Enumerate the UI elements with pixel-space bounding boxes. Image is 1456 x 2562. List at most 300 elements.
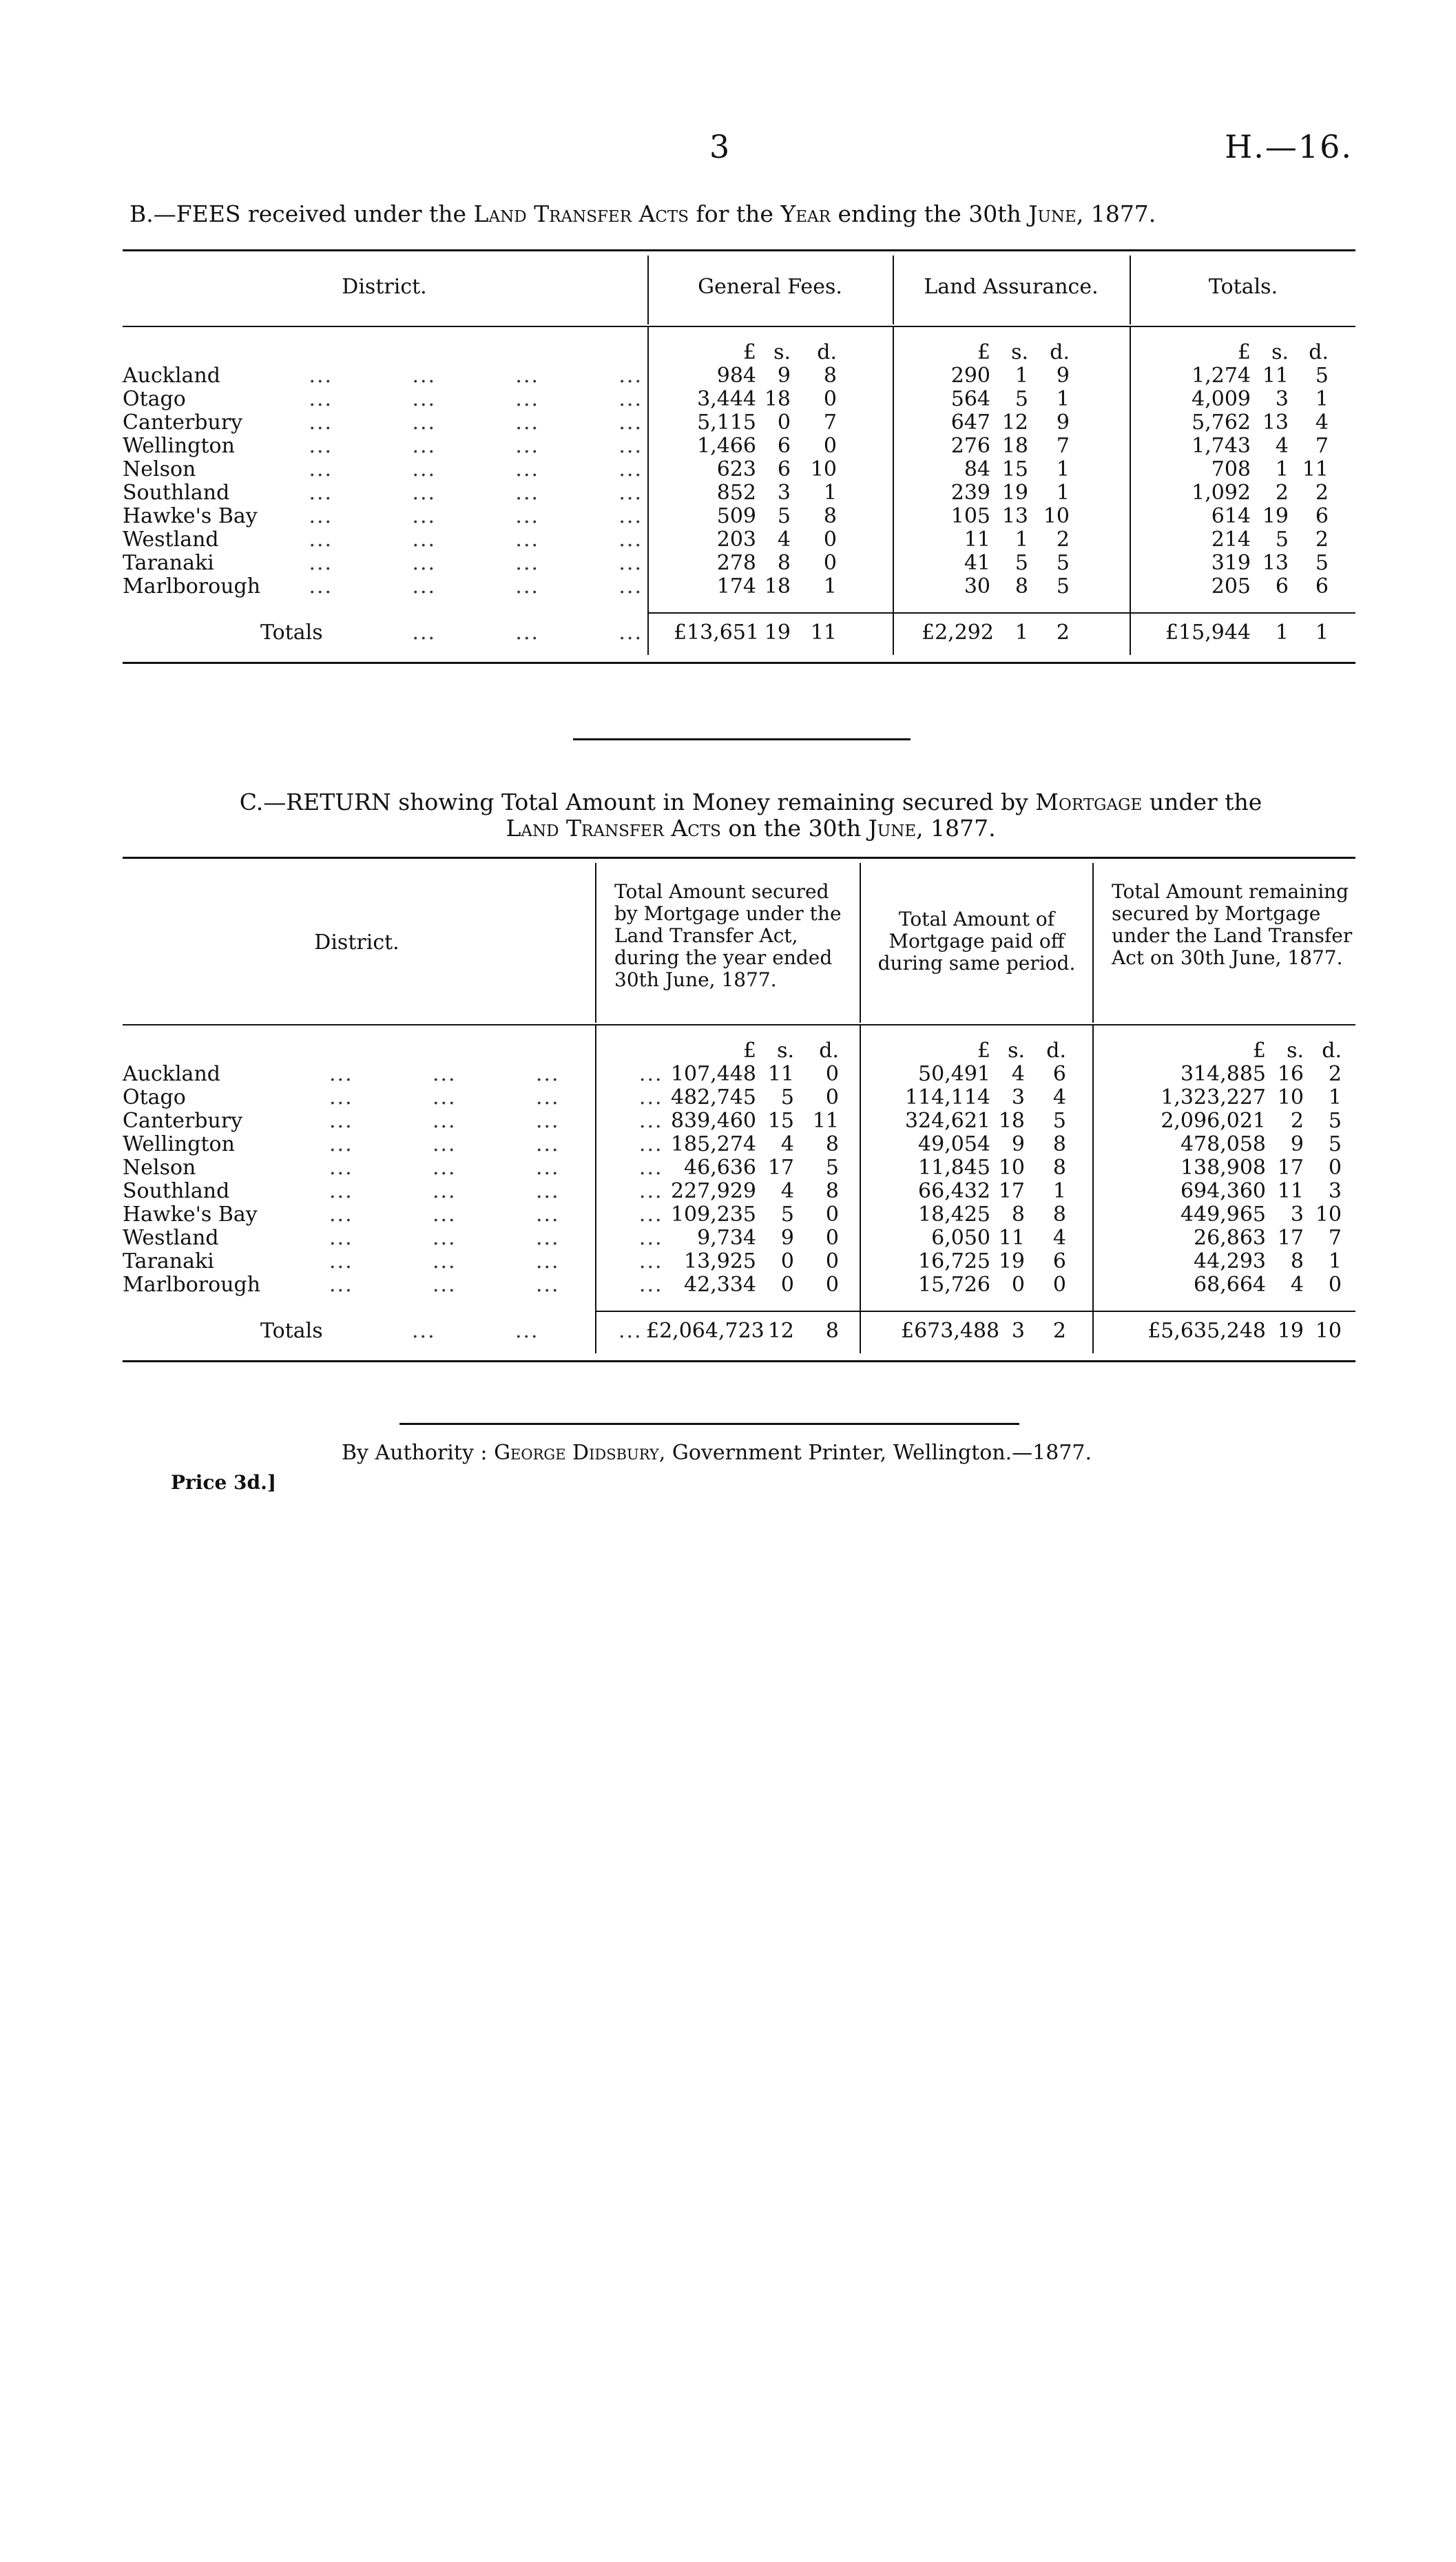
- unit-label: d.: [1309, 340, 1329, 364]
- amount-pence: 2: [1315, 528, 1329, 552]
- table-row: [123, 1273, 1355, 1297]
- leader-dots: ... ... ... ...: [329, 1062, 663, 1086]
- amount-pounds: 66,432: [918, 1179, 990, 1203]
- amount-shillings: 8: [1290, 1249, 1304, 1273]
- amount-pence: 8: [1052, 1132, 1066, 1156]
- table-row: [123, 388, 1355, 411]
- amount-pounds: 509: [716, 504, 756, 528]
- unit-label: £: [742, 340, 756, 364]
- district-name: Hawke's Bay: [123, 504, 258, 528]
- amount-pence: 5: [1315, 364, 1329, 388]
- total-amount: 2: [1052, 1319, 1066, 1343]
- amount-pounds: 319: [1211, 551, 1251, 575]
- table-row: [123, 1133, 1355, 1156]
- total-amount: £673,488: [901, 1319, 1000, 1343]
- table-row: [123, 528, 1355, 552]
- column-divider: [1130, 327, 1131, 655]
- amount-shillings: 19: [1001, 481, 1028, 505]
- amount-shillings: 17: [767, 1156, 794, 1180]
- amount-pence: 4: [1315, 410, 1329, 435]
- col-remaining: Total Amount remaining secured by Mortgage under the Land Transfer Act on 30th June, 1877.: [1112, 880, 1353, 969]
- amount-pounds: 13,925: [684, 1249, 756, 1273]
- leader-dots: ... ... ... ...: [309, 481, 643, 505]
- units-row: [123, 341, 1355, 364]
- district-name: Westland: [123, 528, 219, 552]
- amount-pence: 7: [1056, 434, 1070, 458]
- totals-label: Totals: [260, 1319, 323, 1343]
- amount-pounds: 314,885: [1180, 1062, 1266, 1086]
- amount-shillings: 11: [767, 1062, 794, 1086]
- leader-dots: ... ... ... ...: [309, 528, 643, 552]
- amount-shillings: 0: [1011, 1273, 1025, 1297]
- amount-pounds: 478,058: [1180, 1132, 1266, 1156]
- totals-label: Totals: [260, 621, 323, 645]
- amount-pounds: 107,448: [670, 1062, 756, 1086]
- amount-shillings: 9: [777, 364, 791, 388]
- totals-rule: [595, 1311, 1355, 1312]
- amount-pence: 6: [1315, 574, 1329, 598]
- amount-pence: 2: [1315, 481, 1329, 505]
- column-divider: [893, 327, 894, 655]
- total-amount: 12: [767, 1319, 794, 1343]
- amount-pounds: 239: [950, 481, 990, 505]
- amount-pence: 10: [810, 457, 837, 481]
- totals-row: [123, 618, 1355, 648]
- amount-pence: 4: [1052, 1085, 1066, 1110]
- amount-pounds: 5,762: [1192, 410, 1251, 435]
- amount-pence: 4: [1052, 1226, 1066, 1250]
- amount-pounds: 708: [1211, 457, 1251, 481]
- section-c-title: C.—RETURN showing Total Amount in Money remaining secured by Mortgage under the Land Transfer Acts on the 30th June, 1877.: [239, 789, 1262, 842]
- amount-pounds: 109,235: [670, 1202, 756, 1227]
- amount-shillings: 19: [998, 1249, 1025, 1273]
- amount-pence: 11: [1302, 457, 1329, 481]
- unit-label: s.: [777, 1039, 794, 1063]
- amount-pounds: 1,466: [697, 434, 756, 458]
- amount-pounds: 1,274: [1192, 364, 1251, 388]
- district-name: Southland: [123, 1179, 230, 1203]
- amount-pounds: 11,845: [918, 1156, 990, 1180]
- amount-pounds: 114,114: [904, 1085, 990, 1110]
- district-name: Nelson: [123, 457, 196, 481]
- amount-pounds: 9,734: [697, 1226, 756, 1250]
- district-name: Auckland: [123, 364, 220, 388]
- amount-pence: 1: [1315, 387, 1329, 411]
- amount-pounds: 26,863: [1194, 1226, 1266, 1250]
- amount-pence: 5: [1315, 551, 1329, 575]
- amount-pounds: 5,115: [697, 410, 756, 435]
- separator-rule: [573, 738, 911, 740]
- amount-pence: 1: [1056, 457, 1070, 481]
- mortgage-table-header: [123, 859, 1355, 1024]
- amount-shillings: 4: [1011, 1062, 1025, 1086]
- amount-shillings: 1: [1015, 364, 1028, 388]
- amount-pounds: 174: [716, 574, 756, 598]
- leader-dots: ... ... ... ...: [309, 504, 643, 528]
- amount-pounds: 68,664: [1194, 1273, 1266, 1297]
- amount-pence: 10: [1315, 1202, 1342, 1227]
- amount-shillings: 4: [780, 1179, 794, 1203]
- amount-pounds: 2,096,021: [1161, 1109, 1266, 1133]
- amount-pounds: 1,743: [1192, 434, 1251, 458]
- table-row: [123, 411, 1355, 435]
- amount-shillings: 4: [1275, 434, 1289, 458]
- amount-shillings: 12: [1001, 410, 1028, 435]
- unit-label: £: [742, 1039, 756, 1063]
- amount-pounds: 214: [1211, 528, 1251, 552]
- amount-shillings: 17: [1277, 1226, 1304, 1250]
- unit-label: £: [1237, 340, 1251, 364]
- fees-table-body: [123, 327, 1355, 662]
- amount-shillings: 5: [780, 1202, 794, 1227]
- amount-pounds: 290: [950, 364, 990, 388]
- district-name: Auckland: [123, 1062, 220, 1086]
- amount-pence: 8: [823, 504, 837, 528]
- total-amount: £13,651: [674, 621, 760, 645]
- district-name: Otago: [123, 387, 186, 411]
- column-divider: [595, 1025, 596, 1353]
- col-general-fees: General Fees.: [698, 275, 842, 299]
- leader-dots: ... ... ... ...: [329, 1226, 663, 1250]
- amount-pence: 7: [823, 410, 837, 435]
- leader-dots: ... ... ... ...: [309, 387, 643, 411]
- amount-shillings: 18: [1001, 434, 1028, 458]
- amount-shillings: 17: [1277, 1156, 1304, 1180]
- total-amount: 3: [1011, 1319, 1025, 1343]
- total-amount: 19: [1277, 1319, 1304, 1343]
- amount-pence: 0: [825, 1273, 839, 1297]
- amount-pounds: 42,334: [684, 1273, 756, 1297]
- unit-label: d.: [1050, 340, 1070, 364]
- unit-label: s.: [773, 340, 791, 364]
- table-row: [123, 364, 1355, 388]
- amount-pence: 0: [823, 434, 837, 458]
- table-row: [123, 458, 1355, 481]
- amount-pounds: 4,009: [1192, 387, 1251, 411]
- amount-pence: 0: [823, 528, 837, 552]
- total-amount: 10: [1315, 1319, 1342, 1343]
- amount-shillings: 10: [998, 1156, 1025, 1180]
- table-row: [123, 1203, 1355, 1227]
- amount-pounds: 41: [964, 551, 990, 575]
- amount-pence: 2: [1328, 1062, 1342, 1086]
- amount-shillings: 18: [764, 387, 791, 411]
- district-name: Nelson: [123, 1156, 196, 1180]
- amount-pence: 5: [1328, 1109, 1342, 1133]
- amount-pence: 0: [825, 1085, 839, 1110]
- amount-pence: 2: [1056, 528, 1070, 552]
- leader-dots: ... ... ... ...: [329, 1109, 663, 1133]
- amount-shillings: 0: [780, 1249, 794, 1273]
- amount-pence: 1: [823, 481, 837, 505]
- mortgage-table: [123, 857, 1355, 1360]
- amount-pounds: 694,360: [1180, 1179, 1266, 1203]
- amount-pence: 0: [823, 387, 837, 411]
- amount-pounds: 205: [1211, 574, 1251, 598]
- amount-shillings: 4: [777, 528, 791, 552]
- total-amount: 2: [1056, 621, 1070, 645]
- amount-shillings: 3: [1275, 387, 1289, 411]
- amount-pence: 8: [1052, 1156, 1066, 1180]
- amount-pounds: 449,965: [1180, 1202, 1266, 1227]
- column-divider: [1092, 1025, 1094, 1353]
- total-amount: 1: [1275, 621, 1289, 645]
- totals-rule: [647, 612, 1355, 614]
- amount-pence: 9: [1056, 364, 1070, 388]
- amount-pence: 1: [1056, 481, 1070, 505]
- amount-shillings: 5: [1015, 551, 1028, 575]
- table-row: [123, 1250, 1355, 1273]
- amount-shillings: 11: [1277, 1179, 1304, 1203]
- amount-pounds: 49,054: [918, 1132, 990, 1156]
- amount-pence: 6: [1315, 504, 1329, 528]
- amount-shillings: 3: [1290, 1202, 1304, 1227]
- col-totals: Totals.: [1208, 275, 1278, 299]
- totals-row: [123, 1316, 1355, 1346]
- amount-shillings: 16: [1277, 1062, 1304, 1086]
- amount-pounds: 15,726: [918, 1273, 990, 1297]
- table-row: [123, 552, 1355, 575]
- amount-shillings: 9: [1290, 1132, 1304, 1156]
- amount-pounds: 1,092: [1192, 481, 1251, 505]
- amount-pounds: 18,425: [918, 1202, 990, 1227]
- total-amount: 19: [764, 621, 791, 645]
- amount-pounds: 614: [1211, 504, 1251, 528]
- district-name: Southland: [123, 481, 230, 505]
- district-name: Taranaki: [123, 1249, 214, 1273]
- amount-pounds: 482,745: [670, 1085, 756, 1110]
- district-name: Wellington: [123, 1132, 235, 1156]
- amount-pence: 5: [1328, 1132, 1342, 1156]
- table-row: [123, 505, 1355, 528]
- district-name: Canterbury: [123, 1109, 243, 1133]
- amount-shillings: 11: [1262, 364, 1289, 388]
- amount-shillings: 0: [780, 1273, 794, 1297]
- leader-dots: ... ... ... ...: [329, 1249, 663, 1273]
- district-name: Taranaki: [123, 551, 214, 575]
- total-amount: £15,944: [1165, 621, 1251, 645]
- amount-pounds: 276: [950, 434, 990, 458]
- authority-line: By Authority : George Didsbury, Government Printer, Wellington.—1877.: [342, 1441, 1092, 1465]
- amount-shillings: 8: [1011, 1202, 1025, 1227]
- amount-shillings: 3: [1011, 1085, 1025, 1110]
- amount-pounds: 324,621: [904, 1109, 990, 1133]
- amount-pence: 7: [1328, 1226, 1342, 1250]
- amount-pounds: 647: [950, 410, 990, 435]
- amount-shillings: 3: [777, 481, 791, 505]
- unit-label: d.: [1322, 1039, 1342, 1063]
- amount-shillings: 11: [998, 1226, 1025, 1250]
- total-amount: £5,635,248: [1147, 1319, 1266, 1343]
- amount-pounds: 30: [964, 574, 990, 598]
- amount-pounds: 839,460: [670, 1109, 756, 1133]
- amount-pounds: 278: [716, 551, 756, 575]
- total-amount: 8: [825, 1319, 839, 1343]
- unit-label: d.: [1046, 1039, 1066, 1063]
- table-row: [123, 481, 1355, 505]
- unit-label: £: [977, 340, 990, 364]
- col-paid-off: Total Amount of Mortgage paid off during same period.: [877, 908, 1076, 975]
- unit-label: s.: [1008, 1039, 1025, 1063]
- amount-pence: 0: [1328, 1156, 1342, 1180]
- amount-pounds: 564: [950, 387, 990, 411]
- amount-shillings: 4: [780, 1132, 794, 1156]
- leader-dots: ... ... ... ...: [329, 1156, 663, 1180]
- amount-shillings: 6: [1275, 574, 1289, 598]
- amount-pounds: 3,444: [697, 387, 756, 411]
- amount-shillings: 8: [1015, 574, 1028, 598]
- amount-shillings: 5: [777, 504, 791, 528]
- amount-pounds: 852: [716, 481, 756, 505]
- amount-shillings: 18: [998, 1109, 1025, 1133]
- leader-dots: ... ... ... ...: [329, 1273, 663, 1297]
- amount-pounds: 84: [964, 457, 990, 481]
- amount-pence: 0: [825, 1062, 839, 1086]
- amount-pounds: 16,725: [918, 1249, 990, 1273]
- amount-pounds: 138,908: [1180, 1156, 1266, 1180]
- amount-pounds: 11: [964, 528, 990, 552]
- amount-pence: 8: [1052, 1202, 1066, 1227]
- unit-label: s.: [1271, 340, 1289, 364]
- total-amount: £2,064,723: [646, 1319, 765, 1343]
- amount-pence: 3: [1328, 1179, 1342, 1203]
- leader-dots: ... ... ... ...: [329, 1179, 663, 1203]
- amount-pence: 0: [825, 1249, 839, 1273]
- amount-shillings: 9: [780, 1226, 794, 1250]
- amount-pence: 1: [1328, 1085, 1342, 1110]
- amount-pence: 0: [823, 551, 837, 575]
- amount-pounds: 6,050: [931, 1226, 990, 1250]
- amount-pence: 1: [1328, 1249, 1342, 1273]
- fees-table-header: [123, 251, 1355, 326]
- mortgage-table-body: [123, 1025, 1355, 1360]
- leader-dots: ... ... ... ...: [309, 457, 643, 481]
- amount-shillings: 2: [1290, 1109, 1304, 1133]
- leader-dots: ... ... ... ...: [309, 364, 643, 388]
- amount-pounds: 185,274: [670, 1132, 756, 1156]
- amount-shillings: 18: [764, 574, 791, 598]
- amount-pounds: 44,293: [1194, 1249, 1266, 1273]
- amount-shillings: 6: [777, 457, 791, 481]
- table-row: [123, 1063, 1355, 1086]
- amount-shillings: 5: [780, 1085, 794, 1110]
- leader-dots: ... ... ... ...: [309, 434, 643, 458]
- amount-pounds: 50,491: [918, 1062, 990, 1086]
- table-bottom-rule: [123, 662, 1355, 664]
- total-amount: 11: [810, 621, 837, 645]
- district-name: Marlborough: [123, 574, 261, 598]
- leader-dots: ... ... ... ...: [309, 551, 643, 575]
- amount-shillings: 17: [998, 1179, 1025, 1203]
- unit-label: £: [1252, 1039, 1266, 1063]
- amount-shillings: 0: [777, 410, 791, 435]
- section-b-title: B.—FEES received under the Land Transfer Acts for the Year ending the 30th June, 1877.: [129, 200, 1156, 227]
- amount-pence: 11: [812, 1109, 839, 1133]
- amount-pounds: 227,929: [670, 1179, 756, 1203]
- amount-pence: 0: [1328, 1273, 1342, 1297]
- amount-pence: 0: [825, 1226, 839, 1250]
- unit-label: d.: [817, 340, 837, 364]
- col-district: District.: [342, 275, 427, 299]
- amount-pence: 0: [1052, 1273, 1066, 1297]
- table-row: [123, 1086, 1355, 1110]
- amount-pence: 5: [1056, 551, 1070, 575]
- amount-shillings: 13: [1262, 551, 1289, 575]
- table-row: [123, 435, 1355, 458]
- amount-pence: 6: [1052, 1249, 1066, 1273]
- district-name: Westland: [123, 1226, 219, 1250]
- col-land-assurance: Land Assurance.: [924, 275, 1099, 299]
- amount-shillings: 1: [1275, 457, 1289, 481]
- col-district: District.: [314, 930, 399, 955]
- amount-pence: 8: [825, 1132, 839, 1156]
- amount-pence: 1: [1056, 387, 1070, 411]
- total-amount: £2,292: [922, 621, 994, 645]
- table-row: [123, 575, 1355, 598]
- amount-pence: 5: [825, 1156, 839, 1180]
- amount-shillings: 8: [777, 551, 791, 575]
- amount-pence: 1: [1052, 1179, 1066, 1203]
- unit-label: d.: [819, 1039, 839, 1063]
- column-divider: [860, 1025, 861, 1353]
- leader-dots: ... ... ... ...: [329, 1202, 663, 1227]
- total-amount: 1: [1015, 621, 1028, 645]
- amount-shillings: 19: [1262, 504, 1289, 528]
- amount-shillings: 1: [1015, 528, 1028, 552]
- amount-shillings: 13: [1001, 504, 1028, 528]
- leader-dots: ... ... ...: [412, 1319, 643, 1343]
- district-name: Wellington: [123, 434, 235, 458]
- amount-pence: 6: [1052, 1062, 1066, 1086]
- amount-shillings: 2: [1275, 481, 1289, 505]
- unit-label: £: [977, 1039, 990, 1063]
- district-name: Otago: [123, 1085, 186, 1110]
- district-name: Canterbury: [123, 410, 243, 435]
- amount-pounds: 105: [950, 504, 990, 528]
- page-number: 3: [709, 128, 730, 165]
- amount-pounds: 1,323,227: [1161, 1085, 1266, 1110]
- leader-dots: ... ... ...: [412, 621, 643, 645]
- price-note: Price 3d.]: [171, 1471, 277, 1494]
- amount-shillings: 13: [1262, 410, 1289, 435]
- fees-table: [123, 249, 1355, 662]
- table-row: [123, 1110, 1355, 1133]
- leader-dots: ... ... ... ...: [309, 410, 643, 435]
- amount-pence: 0: [825, 1202, 839, 1227]
- unit-label: s.: [1011, 340, 1028, 364]
- table-bottom-rule: [123, 1360, 1355, 1362]
- footer-rule: [399, 1423, 1019, 1425]
- leader-dots: ... ... ... ...: [309, 574, 643, 598]
- amount-pence: 7: [1315, 434, 1329, 458]
- leader-dots: ... ... ... ...: [329, 1085, 663, 1110]
- district-name: Hawke's Bay: [123, 1202, 258, 1227]
- amount-shillings: 5: [1015, 387, 1028, 411]
- col-secured: Total Amount secured by Mortgage under the Land Transfer Act, during the year ended 30th June, 1877.: [614, 880, 842, 991]
- units-row: [123, 1039, 1355, 1063]
- amount-shillings: 5: [1275, 528, 1289, 552]
- amount-pence: 1: [823, 574, 837, 598]
- total-amount: 1: [1315, 621, 1329, 645]
- amount-pence: 9: [1056, 410, 1070, 435]
- table-row: [123, 1227, 1355, 1250]
- amount-shillings: 4: [1290, 1273, 1304, 1297]
- amount-pence: 8: [823, 364, 837, 388]
- amount-pence: 8: [825, 1179, 839, 1203]
- amount-shillings: 15: [767, 1109, 794, 1133]
- district-name: Marlborough: [123, 1273, 261, 1297]
- amount-pounds: 623: [716, 457, 756, 481]
